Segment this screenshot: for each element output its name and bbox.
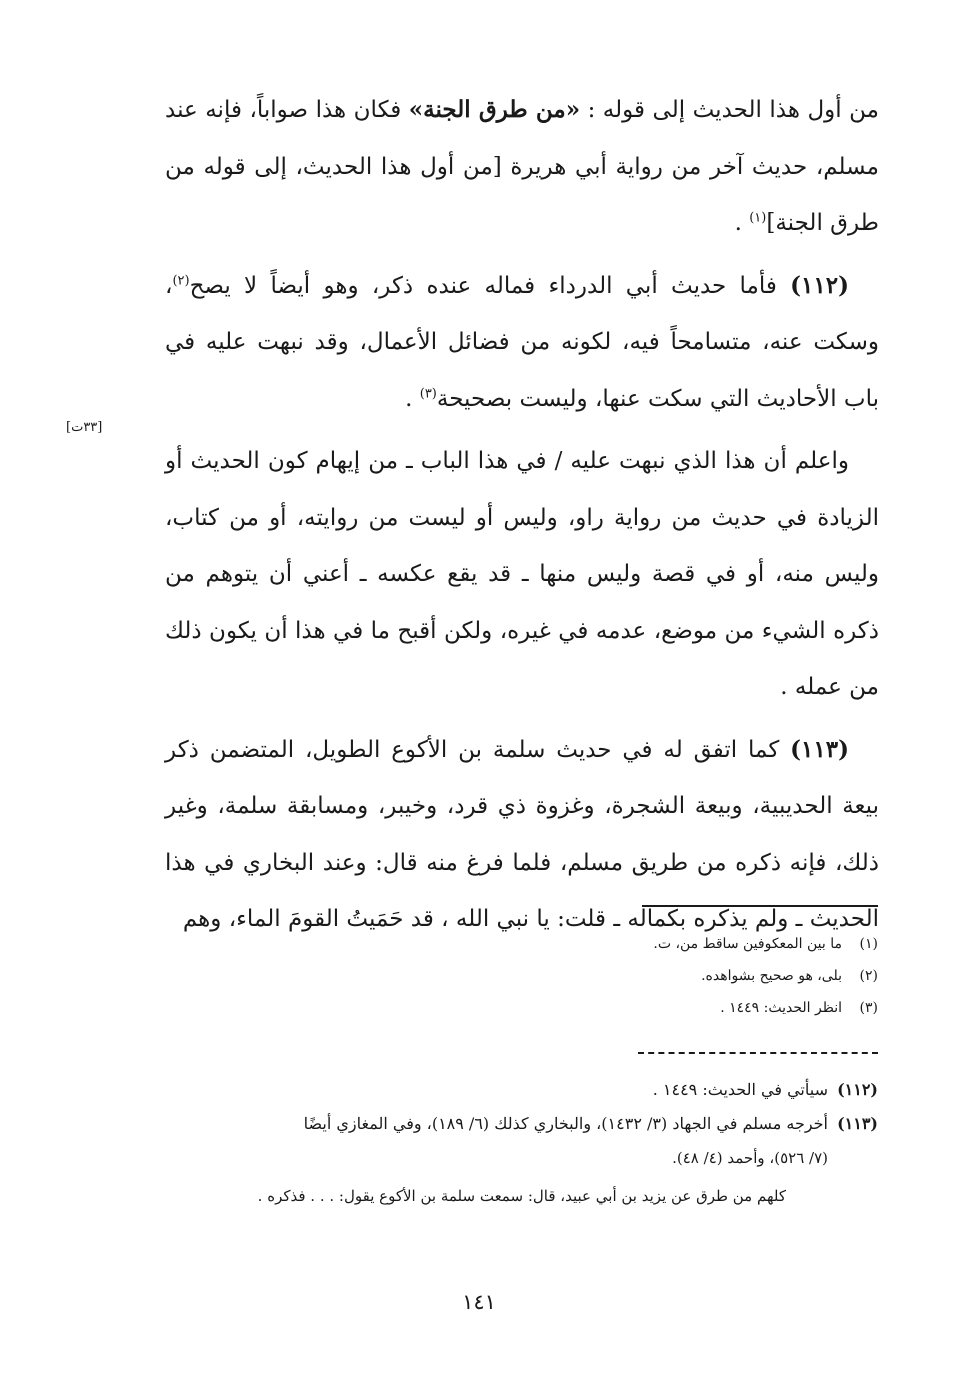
- note-item: [165, 1073, 878, 1107]
- takhrij-notes: [165, 1073, 878, 1213]
- manuscript-folio-marker: [٣٣ت]: [66, 420, 103, 435]
- footnote-number: (٣): [859, 1000, 878, 1016]
- quoted-phrase: «من طرق الجنة»: [408, 96, 581, 123]
- footnote-text: انظر الحديث: ١٤٤٩ .: [720, 1000, 842, 1016]
- footnote-number: (٢): [859, 968, 878, 984]
- footnote-number: (١): [859, 936, 878, 952]
- hadith-number-113: (١١٣): [790, 735, 849, 763]
- notes-separator: [638, 1052, 878, 1054]
- footnote-item: [500, 928, 878, 960]
- page-number: ١٤١: [462, 1290, 496, 1314]
- footnote-item: [500, 992, 878, 1024]
- note-common-chain: كلهم من طرق عن يزيد بن أبي عبيد، قال: سمعت سلمة بن الأكوع يقول: . . . فذكره .: [257, 1187, 786, 1205]
- paragraph-113: [165, 722, 879, 948]
- paragraph-113-text: كما اتفق له في حديث سلمة بن الأكوع الطويل، المتضمن ذكر بيعة الحديبية، وبيعة الشجرة، وغزوة ذي قرد، وخيبر، ومسابقة سلمة، وغير ذلك، فإنه ذكره من طريق مسلم، فلما فرغ منه قال: وعند البخاري في هذا الحديث ـ ولم يذكره بكماله ـ قلت: يا نبي الله ، قد حَمَيتُ القومَ الماء، وهم: [165, 736, 879, 932]
- paragraph-112: [165, 258, 879, 428]
- note-continuation: (٧/ ٥٢٦)، وأحمد (٤/ ٤٨).: [672, 1149, 828, 1167]
- footnote-text: بلى، هو صحيح بشواهده.: [701, 968, 842, 984]
- note-number: (١١٢): [837, 1080, 878, 1099]
- footnote-item: [500, 960, 878, 992]
- note-item: [165, 1107, 878, 1141]
- footnote-text: ما بين المعكوفين ساقط من، ت.: [653, 936, 842, 952]
- footnote-separator: [642, 905, 878, 907]
- paragraph-1-text-a: من أول هذا الحديث إلى قوله :: [580, 97, 879, 123]
- footnote-ref-2[interactable]: (٢): [172, 272, 190, 288]
- paragraph-1-text-b: فكان هذا صواباً، فإنه عند مسلم، حديث آخر من رواية أبي هريرة [من أول هذا الحديث، إلى قوله من طرق الجنة]: [165, 97, 880, 236]
- footnotes: [500, 928, 878, 1024]
- note-text: سيأتي في الحديث: ١٤٤٩ .: [652, 1080, 828, 1099]
- footnote-ref-3[interactable]: (٣): [419, 385, 437, 401]
- main-text: [165, 82, 879, 954]
- paragraph-112-text-a: فأما حديث أبي الدرداء فماله عنده ذكر، وهو أيضاً لا يصح: [189, 272, 791, 299]
- paragraph-1-end: .: [734, 210, 750, 236]
- paragraph-1: [165, 82, 879, 252]
- note-number: (١١٣): [837, 1114, 878, 1133]
- hadith-number-112: (١١٢): [790, 271, 849, 299]
- note-text: أخرجه مسلم في الجهاد (٣/ ١٤٣٢)، والبخاري كذلك (٦/ ١٨٩)، وفي المغازي أيضًا: [303, 1114, 828, 1133]
- paragraph-112-text-b: ، وسكت عنه، متسامحاً فيه، لكونه من فضائل الأعمال، وقد نبهت عليه في باب الأحاديث التي سكت عنها، وليست بصحيحة: [165, 272, 879, 412]
- paragraph-112-end: .: [405, 385, 420, 412]
- paragraph-3: واعلم أن هذا الذي نبهت عليه / في هذا الباب ـ من إيهام كون الحديث أو الزيادة في حديث من رواية راو، وليس أو ليست من روايته، أو من كتاب، وليس منه، أو في قصة وليس منها ـ قد يقع عكسه ـ أعني أن يتوهم من ذكره الشيء من موضع، عدمه في غيره، ولكن أقبح ما في هذا أن يكون ذلك من عمله .: [165, 448, 879, 700]
- footnote-ref-1[interactable]: (١): [749, 210, 767, 226]
